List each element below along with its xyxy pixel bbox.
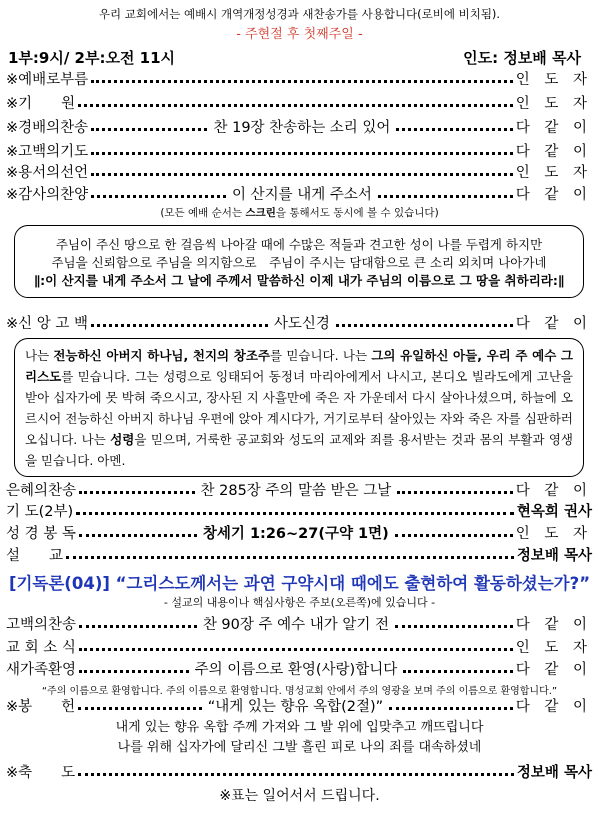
order-row-benediction bbox=[6, 760, 592, 782]
service-times: 1부:9시/ 2부:오전 11시 bbox=[8, 49, 176, 67]
creed-text-segment: 를 믿습니다. 그는 성령으로 잉태되어 동정녀 마리아에게서 나시고, 본디오 빌라도에게 고난을 받아 십자가에 못 박혀 죽으시고, 장사된 지 사흘만에 죽은 자 가운데서 다시 살아나셨으며, 하늘에 오르시어 전능하신 아버지 하나님 우편에 앉아 계시다가, 거기로부터 살아있는 자와 죽은 자를 심판하러 오십니다. 나는 bbox=[25, 369, 573, 447]
order-row-scripture bbox=[6, 521, 592, 543]
sermon-note: - 설교의 내용이나 핵심사항은 주보(오른쪽)에 있습니다 - bbox=[163, 596, 436, 609]
creed-text-bold: 그의 유일하신 아들, 우리 주 예수 그리스도 bbox=[25, 348, 574, 384]
dot-leader bbox=[79, 670, 189, 673]
order-content: 주의 이름으로 환영(사랑)합니다 bbox=[194, 661, 398, 678]
order-performer: 다 같 이 bbox=[515, 698, 592, 715]
sermon-title: [기독론(04)] “그리스도께서는 과연 구약시대 때에도 출현하여 활동하셨는가?” bbox=[8, 574, 591, 593]
service-subtitle: - 주현절 후 첫째주일 - bbox=[236, 27, 363, 42]
order-row-hymn-of-grace bbox=[6, 478, 592, 500]
lyrics-line: 주님을 신뢰함으로 주님을 의지함으로 주님이 주시는 담대함으로 큰 소리 외치며 나아가네 bbox=[51, 255, 547, 270]
order-performer: 다 같 이 bbox=[515, 315, 593, 332]
order-label: ※경배의찬송 bbox=[6, 119, 89, 136]
dot-leader bbox=[79, 648, 513, 651]
order-row-thanksgiving-song bbox=[6, 182, 592, 204]
order-label: 설 교 bbox=[6, 547, 64, 564]
lyrics-line: 내게 있는 향유 옥합 주께 가져와 그 발 위에 입맞추고 깨뜨립니다 bbox=[115, 720, 484, 735]
order-row-invocation bbox=[6, 91, 592, 113]
order-performer: 다 같 이 bbox=[515, 186, 593, 203]
order-label: 은혜의찬송 bbox=[6, 482, 77, 499]
order-row-creed bbox=[6, 311, 592, 333]
order-row-absolution bbox=[6, 160, 592, 182]
order-label: 성 경 봉 독 bbox=[6, 525, 76, 542]
order-row-sermon bbox=[6, 543, 592, 565]
order-label: ※신 앙 고 백 bbox=[6, 315, 89, 332]
dot-leader bbox=[389, 707, 513, 710]
creed-text-segment: 을 믿으며, 거룩한 공교회와 성도의 교제와 죄를 용서받는 것과 몸의 부활과 영생을 믿습니다. 아멘. bbox=[25, 432, 573, 468]
order-performer: 인 도 자 bbox=[515, 71, 592, 88]
order-content: 이 산지를 내게 주소서 bbox=[232, 186, 372, 203]
usage-notice: 우리 교회에서는 예배시 개역개정성경과 새찬송가를 사용합니다(로비에 비치됨). bbox=[98, 7, 501, 21]
order-row-offering bbox=[6, 694, 592, 716]
creed-text-segment: 나는 bbox=[25, 348, 54, 363]
dot-leader bbox=[91, 152, 513, 155]
dot-leader bbox=[79, 491, 194, 494]
order-row-hymn-of-praise bbox=[6, 115, 592, 137]
dot-leader bbox=[66, 556, 514, 559]
order-label: ※예배로부름 bbox=[6, 71, 89, 88]
order-label: ※축 도 bbox=[6, 764, 76, 781]
dot-leader bbox=[396, 128, 512, 131]
order-performer: 현옥희 권사 bbox=[516, 503, 592, 520]
order-label: 새가족환영 bbox=[6, 661, 77, 678]
order-performer: 인 도 자 bbox=[515, 164, 592, 181]
dot-leader bbox=[91, 324, 268, 327]
order-label: 기 도(2부) bbox=[6, 503, 74, 520]
dot-leader bbox=[78, 707, 202, 710]
order-performer: 인 도 자 bbox=[515, 525, 593, 542]
order-performer: 정보배 목사 bbox=[516, 764, 592, 781]
lyrics-line-chorus: ∥:이 산지를 내게 주소서 그 날에 주께서 말씀하신 이제 내가 주님의 이름으로 그 땅을 취하리라:∥ bbox=[33, 273, 565, 288]
offering-lyrics bbox=[0, 718, 599, 758]
order-row-newcomer-welcome bbox=[6, 657, 592, 679]
dot-leader bbox=[395, 625, 513, 628]
dot-leader bbox=[76, 512, 514, 515]
order-content: 찬 285장 주의 말씀 받은 그날 bbox=[200, 482, 392, 499]
order-performer: 다 같 이 bbox=[515, 616, 593, 633]
creed-text-bold: 성령 bbox=[110, 432, 135, 447]
standing-note: ※표는 일어서서 드립니다. bbox=[219, 788, 380, 804]
order-content: 찬 19장 찬송하는 소리 있어 bbox=[213, 119, 391, 136]
creed-box bbox=[14, 338, 584, 477]
dot-leader bbox=[78, 773, 514, 776]
creed-text-segment: 를 믿습니다. 나는 bbox=[269, 348, 372, 363]
order-label: 교 회 소 식 bbox=[6, 639, 76, 656]
order-label: ※봉 헌 bbox=[6, 698, 76, 715]
praise-lyrics-box bbox=[14, 225, 584, 298]
order-performer: 다 같 이 bbox=[515, 661, 593, 678]
screen-note-highlight: 스크린 bbox=[245, 207, 276, 219]
order-performer: 인 도 자 bbox=[515, 639, 592, 656]
order-content: 찬 90장 주 예수 내가 알기 전 bbox=[202, 616, 389, 633]
order-row-call-to-worship bbox=[6, 67, 592, 89]
order-content: 사도신경 bbox=[273, 315, 330, 332]
order-performer: 다 같 이 bbox=[515, 482, 592, 499]
screen-note: (모든 예배 순서는 스크린을 통해서도 동시에 볼 수 있습니다) bbox=[160, 207, 439, 219]
creed-text bbox=[25, 345, 573, 471]
order-row-prayer bbox=[6, 499, 592, 521]
order-performer: 다 같 이 bbox=[515, 143, 592, 160]
order-label: 고백의찬송 bbox=[6, 616, 77, 633]
order-label: ※고백의기도 bbox=[6, 143, 89, 160]
order-label: ※감사의찬양 bbox=[6, 186, 89, 203]
order-row-hymn-of-confession bbox=[6, 612, 592, 634]
dot-leader bbox=[79, 534, 197, 537]
dot-leader bbox=[91, 173, 513, 176]
dot-leader bbox=[79, 625, 197, 628]
lyrics-line: 주님이 주신 땅으로 한 걸음씩 나아갈 때에 수많은 적들과 견고한 성이 나를 두렵게 하지만 bbox=[55, 237, 543, 252]
order-row-church-news bbox=[6, 635, 592, 657]
order-performer: 다 같 이 bbox=[515, 119, 592, 136]
dot-leader bbox=[397, 491, 512, 494]
order-content: 창세기 1:26~27(구약 1면) bbox=[202, 525, 389, 542]
dot-leader bbox=[78, 104, 513, 107]
dot-leader bbox=[91, 128, 207, 131]
order-label: ※용서의선언 bbox=[6, 164, 89, 181]
order-row-confession bbox=[6, 139, 592, 161]
welcome-song-lyrics: “주의 이름으로 환영합니다. 주의 이름으로 환영합니다. 명성교회 안에서 주의 영광을 보며 주의 이름으로 환영합니다.” bbox=[41, 686, 558, 697]
service-leader: 인도: 정보배 목사 bbox=[463, 49, 581, 67]
order-performer: 인 도 자 bbox=[515, 95, 592, 112]
order-label: ※기 원 bbox=[6, 95, 76, 112]
order-content: “내게 있는 향유 옥합(2절)” bbox=[207, 698, 384, 715]
dot-leader bbox=[378, 195, 513, 198]
order-performer: 정보배 목사 bbox=[516, 547, 592, 564]
dot-leader bbox=[395, 534, 513, 537]
dot-leader bbox=[336, 324, 513, 327]
dot-leader bbox=[91, 80, 513, 83]
lyrics-line: 나를 위해 십자가에 달리신 그발 흘린 피로 나의 죄를 대속하셨네 bbox=[117, 740, 482, 755]
creed-text-bold: 전능하신 아버지 하나님, 천지의 창조주 bbox=[53, 348, 270, 363]
dot-leader bbox=[403, 670, 513, 673]
dot-leader bbox=[91, 195, 226, 198]
